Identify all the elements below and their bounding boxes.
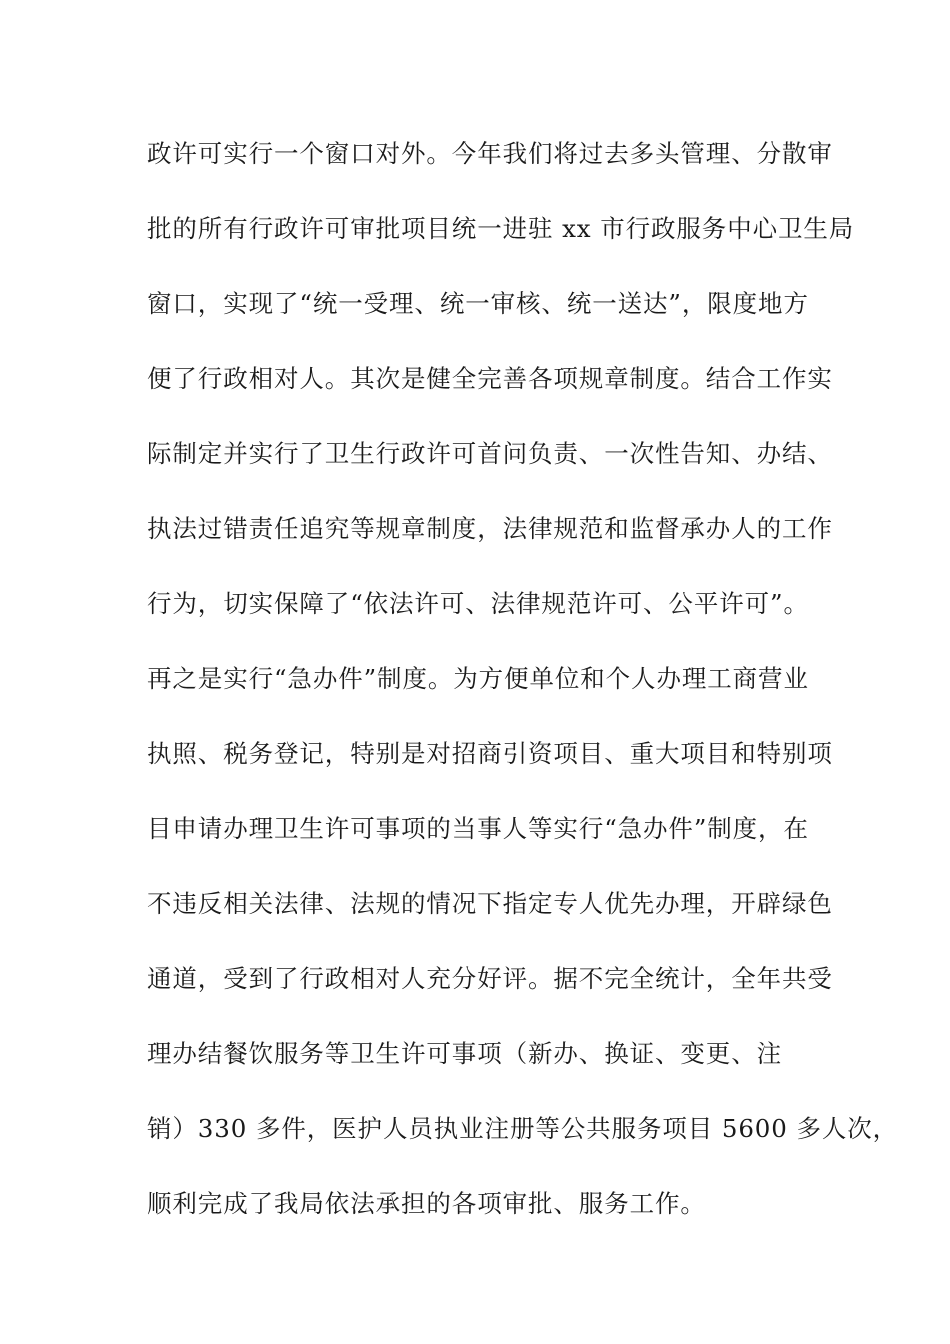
text-line: 便了行政相对人。其次是健全完善各项规章制度。结合工作实 (147, 364, 833, 393)
text-line: 执法过错责任追究等规章制度，法律规范和监督承办人的工作 (147, 514, 833, 543)
text-line: 不违反相关法律、法规的情况下指定专人优先办理，开辟绿色 (147, 889, 833, 918)
text-line: 通道，受到了行政相对人充分好评。据不完全统计，全年共受 (147, 964, 833, 993)
text-line: 批的所有行政许可审批项目统一进驻 xx 市行政服务中心卫生局 (147, 214, 855, 243)
text-line: 再之是实行“急办件”制度。为方便单位和个人办理工商营业 (147, 664, 809, 693)
body-paragraph (147, 132, 899, 1257)
text-line: 行为，切实保障了“依法许可、法律规范许可、公平许可”。 (147, 589, 809, 618)
text-line: 际制定并实行了卫生行政许可首问负责、一次性告知、办结、 (147, 439, 833, 468)
text-line: 销）330 多件，医护人员执业注册等公共服务项目 5600 多人次， (147, 1114, 899, 1143)
text-line: 政许可实行一个窗口对外。今年我们将过去多头管理、分散审 (147, 139, 833, 168)
text-line: 目申请办理卫生许可事项的当事人等实行“急办件”制度，在 (147, 814, 809, 843)
text-line: 执照、税务登记，特别是对招商引资项目、重大项目和特别项 (147, 739, 833, 768)
text-line: 顺利完成了我局依法承担的各项审批、服务工作。 (147, 1189, 706, 1218)
text-line: 窗口，实现了“统一受理、统一审核、统一送达”，限度地方 (147, 289, 809, 318)
text-line: 理办结餐饮服务等卫生许可事项（新办、换证、变更、注 (147, 1039, 782, 1068)
